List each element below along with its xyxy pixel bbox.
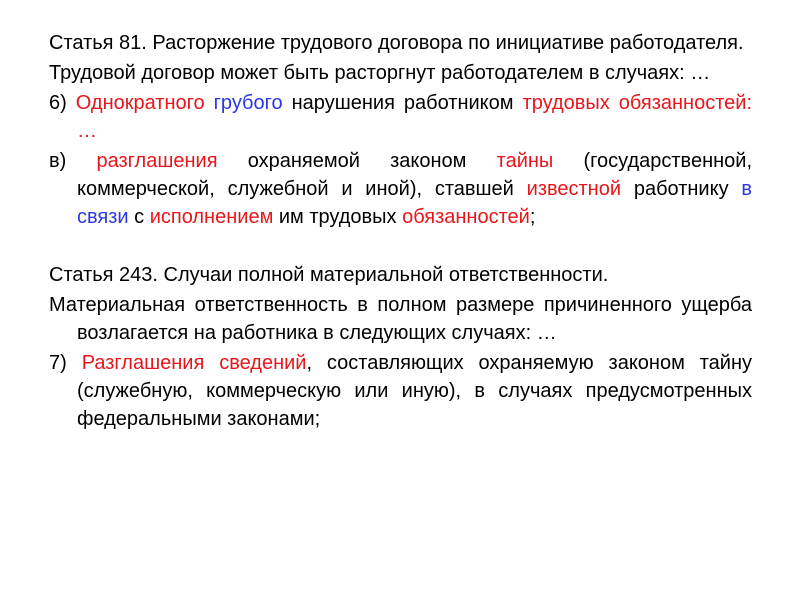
highlighted-term: в связи xyxy=(77,178,752,228)
text-run: им трудовых xyxy=(273,206,403,228)
paragraph xyxy=(49,89,752,145)
text-run xyxy=(205,92,214,114)
text-run: Материальная ответственность в полном размере причиненного ущерба возлагается на работника в следующих случаях: … xyxy=(49,294,752,344)
text-run: нарушения работником xyxy=(282,92,523,114)
text-run: , составляющих охраняемую законом тайну (служебную, коммерческую или иную), в случаях предусмотренных федеральными законами; xyxy=(77,352,753,430)
paragraph-spacer xyxy=(49,233,752,261)
highlighted-term: грубого xyxy=(213,92,283,114)
highlighted-term: Разглашения сведений xyxy=(81,352,307,374)
paragraph xyxy=(49,291,752,347)
text-run: (государственной, коммерческой, служебной и иной), ставшей xyxy=(77,150,753,200)
text-run: 6) xyxy=(49,92,76,114)
paragraph xyxy=(49,261,752,289)
highlighted-term: тайны xyxy=(496,150,554,172)
text-run: с xyxy=(128,206,150,228)
text-run: 7) xyxy=(49,352,82,374)
text-run: ; xyxy=(529,206,536,228)
highlighted-term: известной xyxy=(526,178,622,200)
text-run: Статья 81. Расторжение трудового договора по инициативе работодателя. xyxy=(49,32,744,54)
text-run: работнику xyxy=(621,178,742,200)
text-run: Статья 243. Случаи полной материальной ответственности. xyxy=(49,264,609,286)
highlighted-term: разглашения xyxy=(96,150,218,172)
paragraph xyxy=(49,147,752,231)
paragraph xyxy=(49,59,752,87)
paragraph xyxy=(49,29,752,57)
highlighted-term: исполнением xyxy=(149,206,274,228)
highlighted-term: Однократного xyxy=(75,92,205,114)
paragraph xyxy=(49,349,752,433)
slide-text-body xyxy=(49,29,752,435)
highlighted-term: трудовых обязанностей: … xyxy=(77,92,753,142)
text-run: охраняемой законом xyxy=(217,150,497,172)
highlighted-term: обязанностей xyxy=(402,206,530,228)
text-run: Трудовой договор может быть расторгнут работодателем в случаях: … xyxy=(49,62,711,84)
text-run: в) xyxy=(49,150,97,172)
